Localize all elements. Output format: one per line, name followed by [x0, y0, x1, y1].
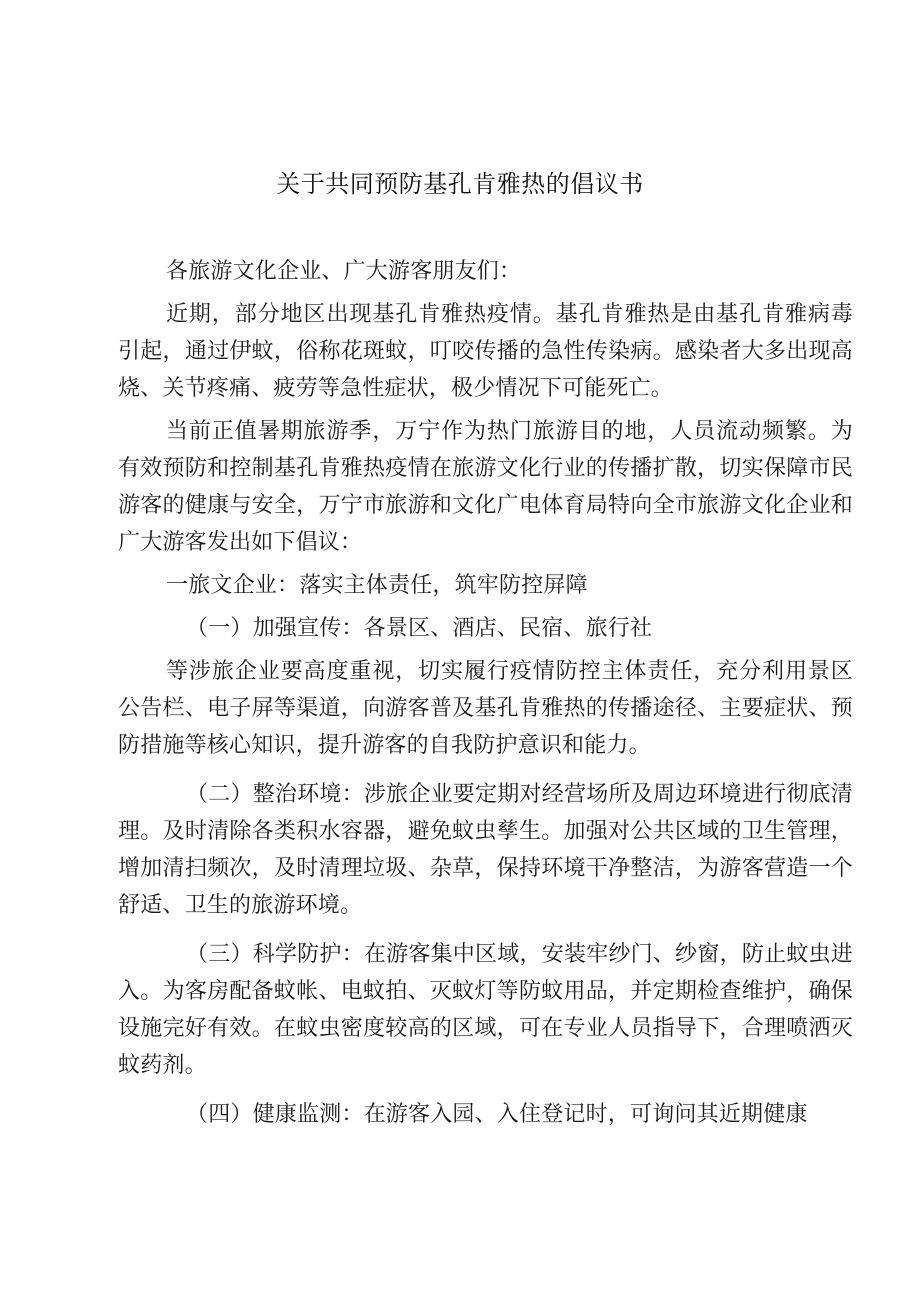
paragraph-context: 当前正值暑期旅游季，万宁作为热门旅游目的地，人员流动频繁。为有效预防和控制基孔肯雅热疫情在旅游文化行业的传播扩散，切实保障市民游客的健康与安全，万宁市旅游和文化广电体育局特向全市旅游文化企业和广大游客发出如下倡议： — [118, 419, 853, 555]
paragraph-environment: （二）整治环境：涉旅企业要定期对经营场所及周边环境进行彻底清理。及时清除各类积水容器，避免蚊虫孳生。加强对公共区域的卫生管理，增加清扫频次，及时清理垃圾、杂草，保持环境干净整洁，为游客营造一个舒适、卫生的旅游环境。 — [118, 782, 853, 918]
paragraph-protection: （三）科学防护：在游客集中区域，安装牢纱门、纱窗，防止蚊虫进入。为客房配备蚊帐、电蚊拍、灭蚊灯等防蚊用品，并定期检查维护，确保设施完好有效。在蚊虫密度较高的区域，可在专业人员指导下，合理喷洒灭蚊药剂。 — [118, 942, 853, 1078]
paragraph-intro: 近期，部分地区出现基孔肯雅热疫情。基孔肯雅热是由基孔肯雅病毒引起，通过伊蚊，俗称花斑蚊，叮咬传播的急性传染病。感染者大多出现高烧、关节疼痛、疲劳等急性症状，极少情况下可能死亡。 — [118, 302, 853, 401]
salutation: 各旅游文化企业、广大游客朋友们： — [166, 259, 522, 284]
document-body — [118, 253, 853, 1133]
paragraph-health-monitoring: （四）健康监测：在游客入园、入住登记时，可询问其近期健康 — [186, 1102, 808, 1127]
item-heading-publicity: （一）加强宣传：各景区、酒店、民宿、旅行社 — [186, 616, 653, 641]
paragraph-publicity: 等涉旅企业要高度重视，切实履行疫情防控主体责任，充分利用景区公告栏、电子屏等渠道，向游客普及基孔肯雅热的传播途径、主要症状、预防措施等核心知识，提升游客的自我防护意识和能力。 — [118, 659, 853, 758]
section-heading-enterprises: 一旅文企业：落实主体责任，筑牢防控屏障 — [166, 573, 588, 598]
document-title: 关于共同预防基孔肯雅热的倡议书 — [276, 170, 644, 198]
